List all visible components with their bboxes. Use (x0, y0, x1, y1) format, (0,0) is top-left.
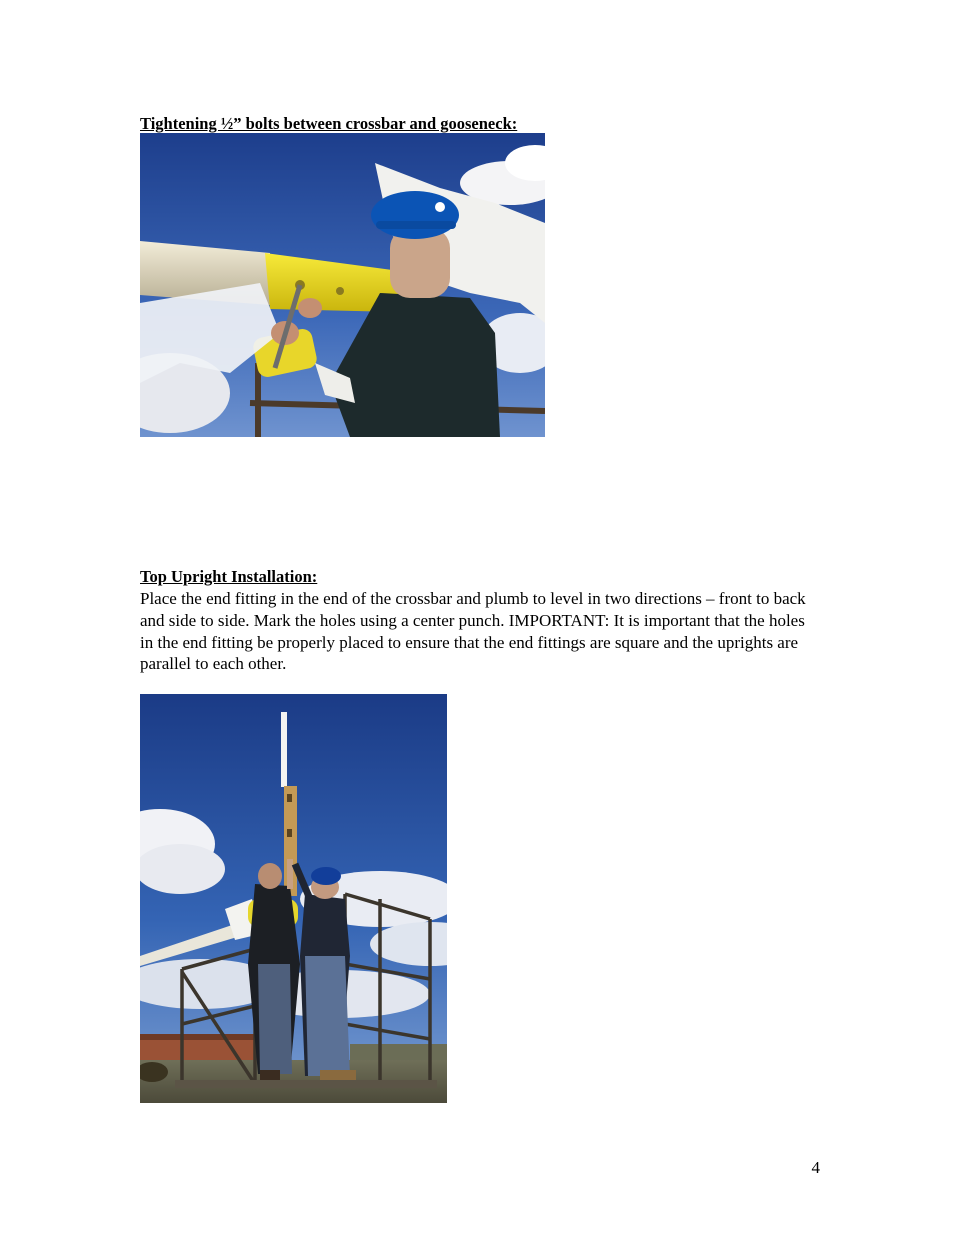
instruction-paragraph: Place the end fitting in the end of the crossbar and plumb to level in two directions – front to back and side to side. Mark the holes using a center punch. IMPORTANT: It is important that the holes in the end fitting be properly placed to ensure that the end fittings are square and the uprights are parallel to each other. (140, 589, 806, 674)
photo-top-upright-installation (140, 694, 447, 1103)
section-heading-tightening-bolts: Tightening ½” bolts between crossbar and gooseneck: (140, 114, 518, 133)
page-number: 4 (811, 1158, 820, 1177)
section-heading-top-upright: Top Upright Installation: (140, 567, 318, 586)
photo-tightening-bolts (140, 133, 545, 437)
